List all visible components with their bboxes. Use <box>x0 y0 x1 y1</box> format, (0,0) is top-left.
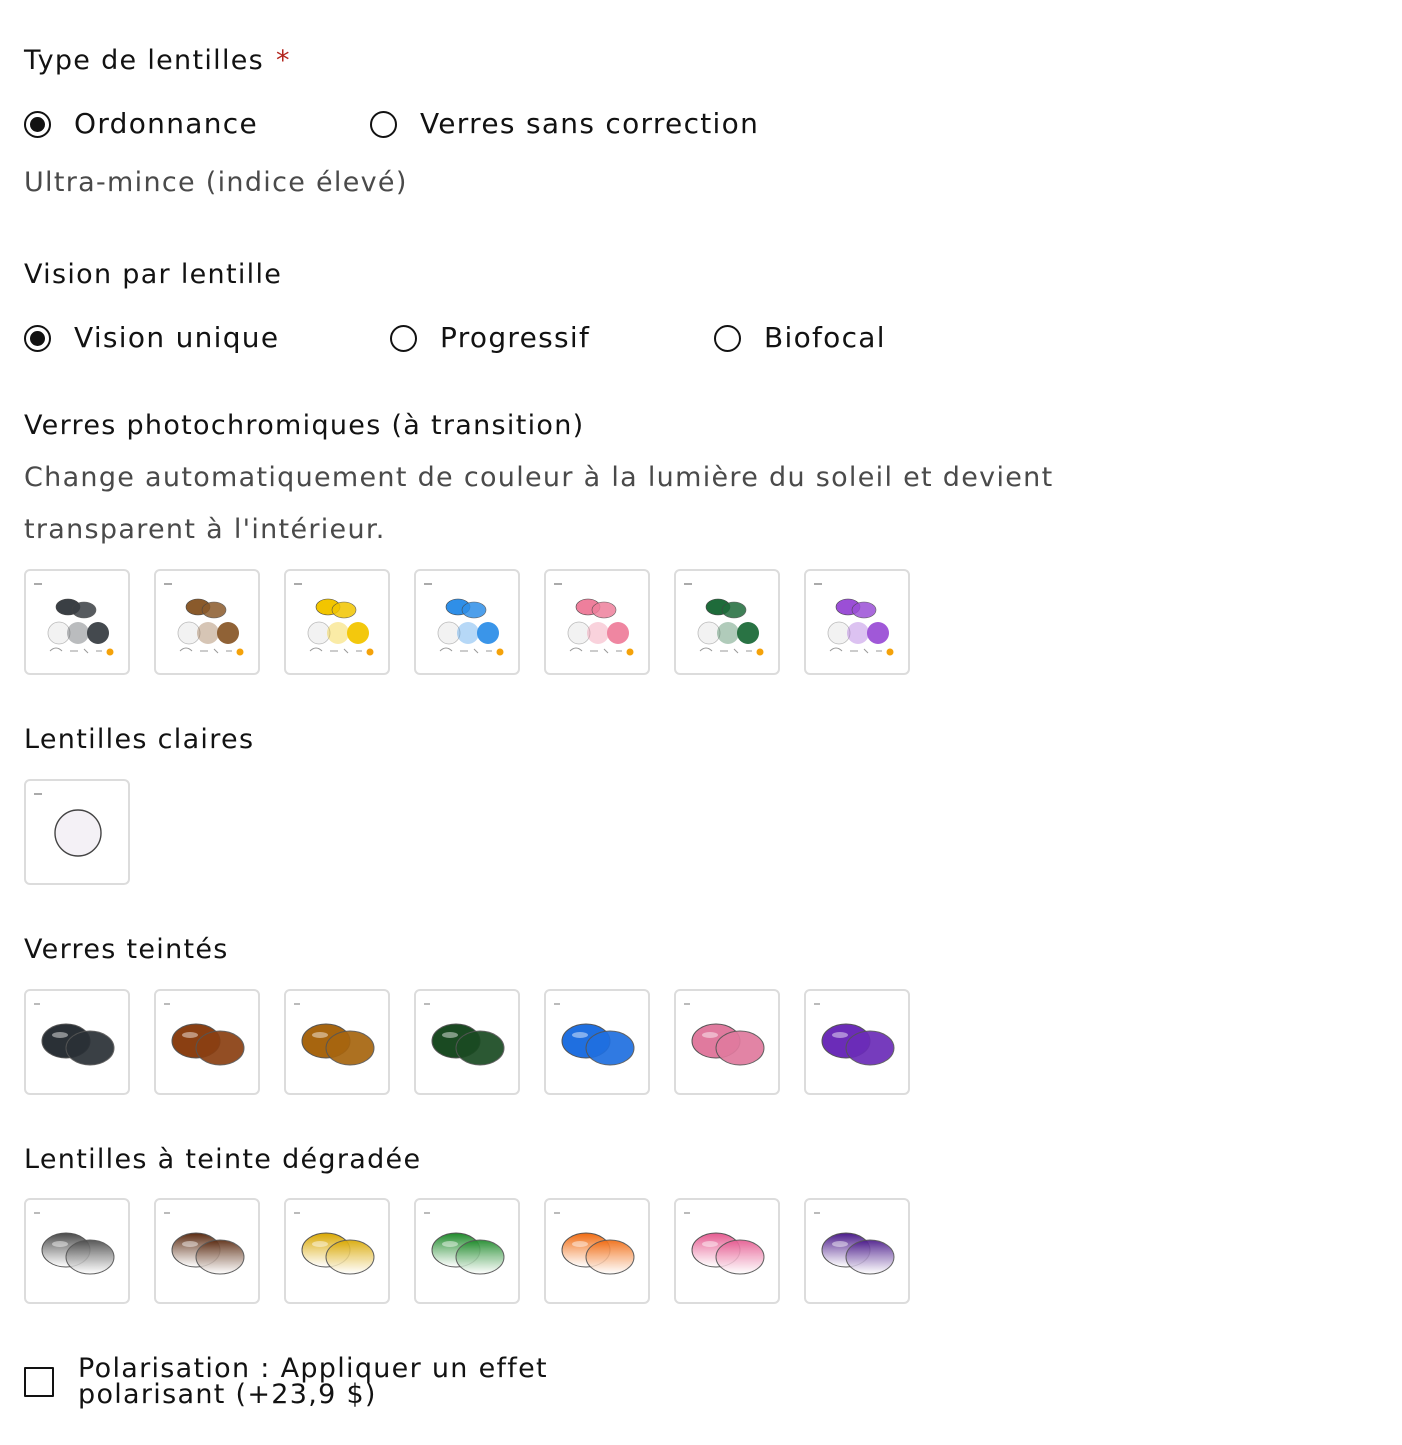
swatch-gradient-brown[interactable] <box>154 1198 260 1304</box>
required-asterisk: * <box>276 45 291 76</box>
radio-single-vision[interactable] <box>24 321 280 354</box>
lens-type-title: Type de lentilles <box>24 45 265 76</box>
clear-lens-icon <box>26 781 128 883</box>
swatch-clear-clear[interactable] <box>24 779 130 885</box>
swatch-tinted-blue[interactable] <box>544 989 650 1095</box>
tinted-title: Verres teintés <box>24 934 229 965</box>
swatch-gradient-pink[interactable] <box>674 1198 780 1304</box>
polarization-label: Polarisation : Appliquer un effet polarisant (+23,9 $) <box>78 1353 548 1410</box>
swatch-tinted-pink[interactable] <box>674 989 780 1095</box>
swatch-tinted-purple[interactable] <box>804 989 910 1095</box>
photochromic-description: Change automatiquement de couleur à la lumière du soleil et devient transparent à l'intérieur. <box>24 462 1054 545</box>
radio-label: Verres sans correction <box>420 107 760 140</box>
swatch-photochromic-purple[interactable] <box>804 569 910 675</box>
photochromic-title: Verres photochromiques (à transition) <box>24 410 585 441</box>
swatch-photochromic-pink[interactable] <box>544 569 650 675</box>
polarization-checkbox[interactable] <box>24 1367 54 1397</box>
orange-lens-icon <box>546 1200 648 1302</box>
yellow-lens-icon <box>286 571 388 673</box>
green-lens-icon <box>416 991 518 1093</box>
pink-lens-icon <box>546 571 648 673</box>
radio-button[interactable] <box>714 325 741 352</box>
brown-lens-icon <box>156 991 258 1093</box>
grey-lens-icon <box>26 571 128 673</box>
grey-lens-icon <box>26 1200 128 1302</box>
radio-label: Ordonnance <box>74 107 258 140</box>
brown-lens-icon <box>156 571 258 673</box>
amber-lens-icon <box>286 991 388 1093</box>
radio-progressive[interactable] <box>390 321 591 354</box>
radio-label: Vision unique <box>74 321 280 354</box>
pink-lens-icon <box>676 1200 778 1302</box>
swatch-photochromic-green[interactable] <box>674 569 780 675</box>
clear-title: Lentilles claires <box>24 724 255 755</box>
purple-lens-icon <box>806 571 908 673</box>
swatch-tinted-amber[interactable] <box>284 989 390 1095</box>
swatch-tinted-green[interactable] <box>414 989 520 1095</box>
radio-selected-dot <box>30 331 45 346</box>
grey-lens-icon <box>26 991 128 1093</box>
lens-type-heading <box>24 47 291 74</box>
radio-prescription[interactable] <box>24 107 258 140</box>
radio-selected-dot <box>30 117 45 132</box>
blue-lens-icon <box>546 991 648 1093</box>
purple-lens-icon <box>806 1200 908 1302</box>
yellow-lens-icon <box>286 1200 388 1302</box>
radio-non-prescription[interactable] <box>370 107 760 140</box>
radio-bifocal[interactable] <box>714 321 886 354</box>
swatch-photochromic-blue[interactable] <box>414 569 520 675</box>
selected-lens-detail: Ultra-mince (indice élevé) <box>24 167 408 198</box>
radio-button[interactable] <box>24 111 51 138</box>
swatch-gradient-orange[interactable] <box>544 1198 650 1304</box>
swatch-photochromic-grey[interactable] <box>24 569 130 675</box>
brown-lens-icon <box>156 1200 258 1302</box>
radio-label: Progressif <box>440 321 591 354</box>
gradient-title: Lentilles à teinte dégradée <box>24 1144 422 1175</box>
radio-button[interactable] <box>390 325 417 352</box>
swatch-tinted-brown[interactable] <box>154 989 260 1095</box>
swatch-gradient-yellow[interactable] <box>284 1198 390 1304</box>
swatch-photochromic-yellow[interactable] <box>284 569 390 675</box>
green-lens-icon <box>416 1200 518 1302</box>
swatch-tinted-grey[interactable] <box>24 989 130 1095</box>
radio-button[interactable] <box>370 111 397 138</box>
pink-lens-icon <box>676 991 778 1093</box>
swatch-gradient-green[interactable] <box>414 1198 520 1304</box>
swatch-photochromic-brown[interactable] <box>154 569 260 675</box>
swatch-gradient-purple[interactable] <box>804 1198 910 1304</box>
swatch-gradient-grey[interactable] <box>24 1198 130 1304</box>
vision-title: Vision par lentille <box>24 259 283 290</box>
green-lens-icon <box>676 571 778 673</box>
radio-label: Biofocal <box>764 321 886 354</box>
purple-lens-icon <box>806 991 908 1093</box>
radio-button[interactable] <box>24 325 51 352</box>
blue-lens-icon <box>416 571 518 673</box>
